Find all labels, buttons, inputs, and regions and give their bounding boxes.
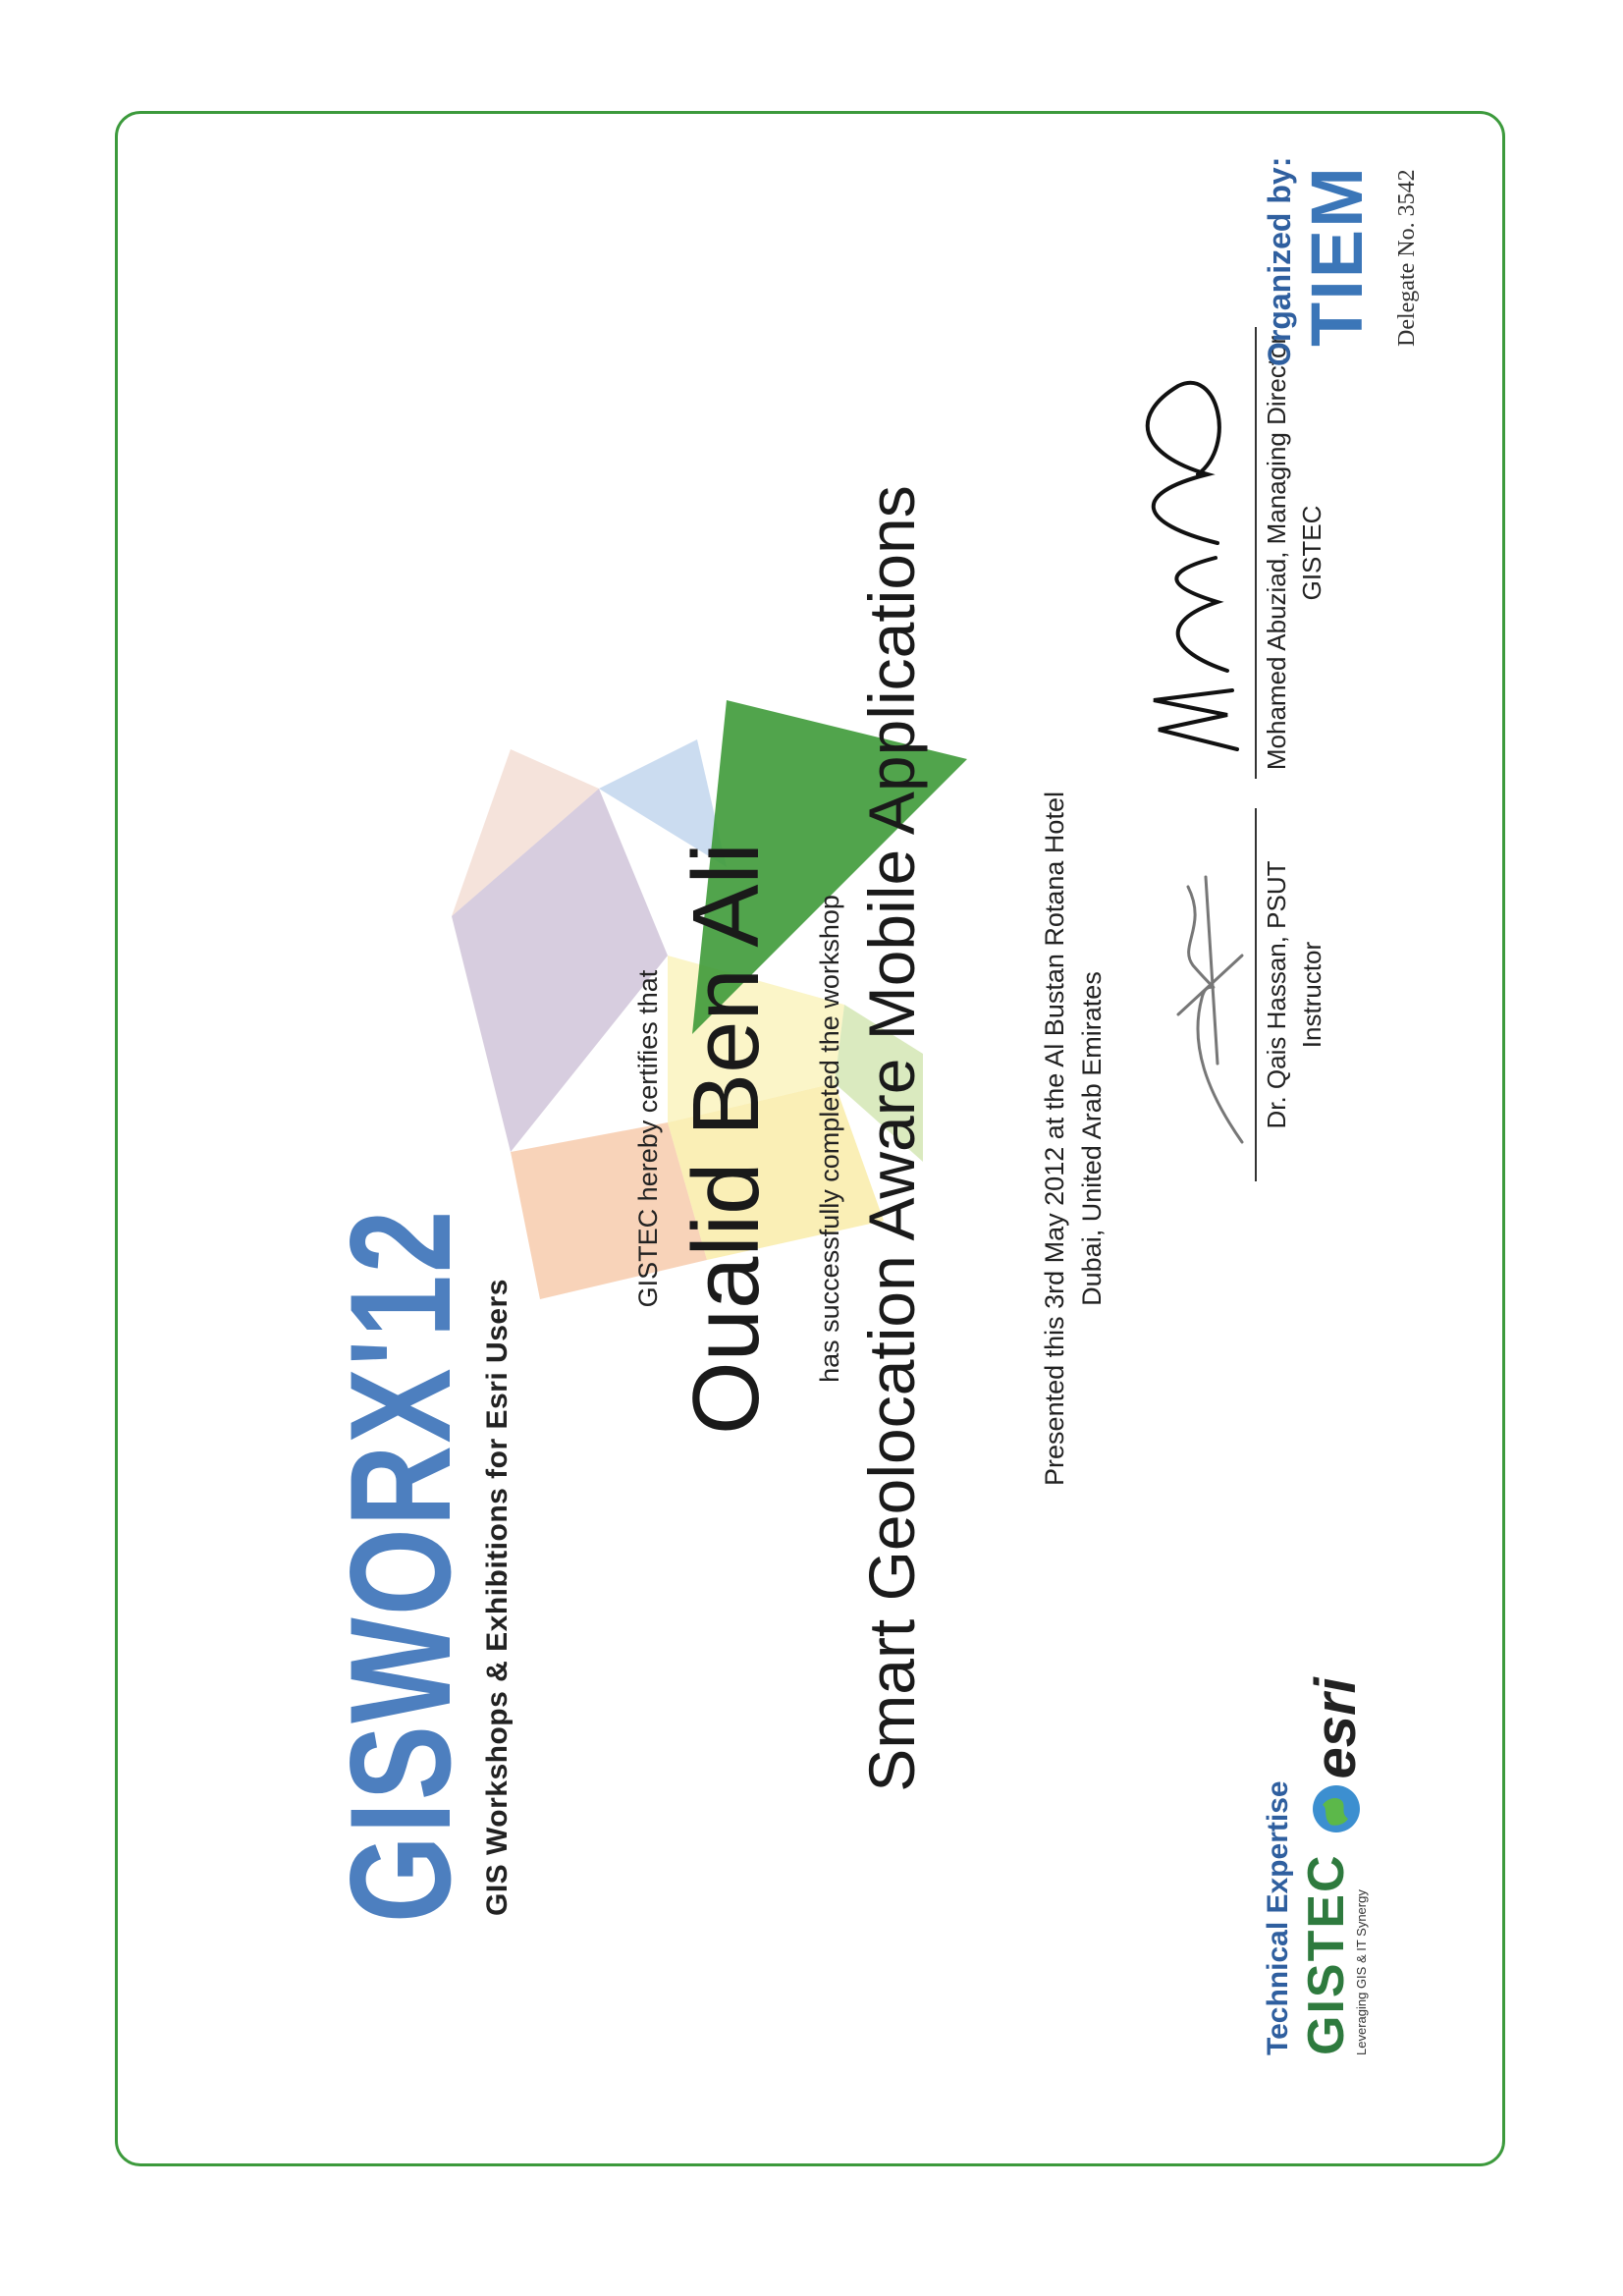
esri-logo-word: esri	[1304, 1677, 1368, 1779]
presented-line-2: Dubai, United Arab Emirates	[1077, 971, 1107, 1306]
gistec-tagline: Leveraging GIS & IT Synergy	[1354, 1889, 1369, 2055]
globe-icon	[1311, 1783, 1362, 1834]
certifies-text: GISTEC hereby certifies that	[633, 969, 663, 1308]
organized-by-label: Organized by:	[1262, 156, 1297, 366]
director-signature-line	[1255, 327, 1257, 779]
event-subtitle: GIS Workshops & Exhibitions for Esri Users	[481, 1279, 514, 1916]
tiem-logo: TIEM	[1296, 165, 1378, 347]
gistec-logo-word: GISTEC	[1298, 1853, 1355, 2055]
event-title: GISWORX'12	[320, 1208, 480, 1923]
instructor-signature-line	[1255, 808, 1257, 1181]
certificate-content	[118, 114, 1502, 2163]
delegate-number: Delegate No. 3542	[1394, 169, 1420, 347]
esri-logo	[1303, 1677, 1369, 1834]
instructor-role: Instructor	[1297, 941, 1326, 1049]
recipient-name: Oualid Ben Ali	[674, 842, 779, 1436]
technical-expertise-label: Technical Expertise	[1262, 1780, 1294, 2055]
director-block	[1259, 327, 1329, 779]
director-name: Mohamed Abuziad, Managing Director	[1262, 335, 1291, 771]
completed-text: has successfully completed the workshop	[815, 895, 844, 1383]
gistec-logo	[1298, 1853, 1369, 2055]
instructor-block	[1259, 808, 1329, 1181]
instructor-name: Dr. Qais Hassan, PSUT	[1262, 860, 1291, 1129]
director-org: GISTEC	[1297, 505, 1326, 601]
instructor-signature-icon	[1149, 808, 1257, 1181]
workshop-title: Smart Geolocation Aware Mobile Applications	[855, 485, 928, 1792]
presented-line-1: Presented this 3rd May 2012 at the Al Bustan Rotana Hotel	[1040, 792, 1069, 1486]
director-signature-icon	[1100, 337, 1257, 769]
